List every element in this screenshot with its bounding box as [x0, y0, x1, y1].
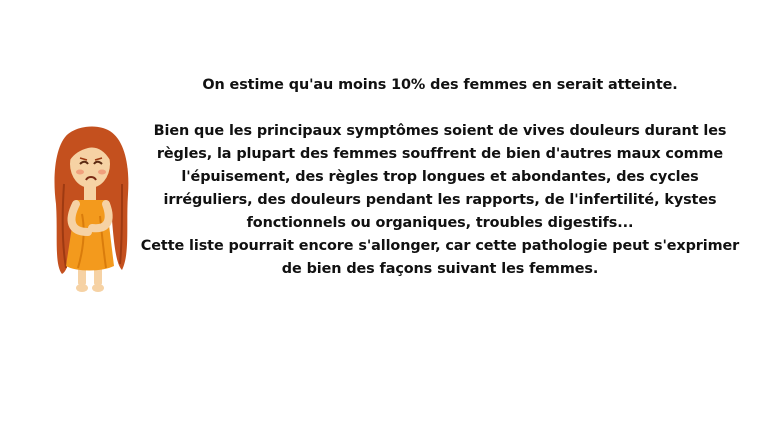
sick-woman-illustration [52, 124, 132, 296]
body-line: Bien que les principaux symptômes soient de vives douleurs durant les [153, 123, 727, 139]
sick-woman-icon [52, 124, 132, 296]
slide-text [130, 74, 750, 281]
body-line: fonctionnels ou organiques, troubles digestifs... [246, 215, 634, 231]
body-line: irréguliers, des douleurs pendant les rapports, de l'infertilité, kystes [163, 192, 717, 208]
lead-sentence: On estime qu'au moins 10% des femmes en serait atteinte. [202, 77, 678, 93]
body-line: l'épuisement, des règles trop longues et abondantes, des cycles [181, 169, 699, 185]
body-line: Cette liste pourrait encore s'allonger, car cette pathologie peut s'exprimer [140, 238, 740, 254]
body-line: de bien des façons suivant les femmes. [281, 261, 599, 277]
body-line: règles, la plupart des femmes souffrent de bien d'autres maux comme [156, 146, 724, 162]
